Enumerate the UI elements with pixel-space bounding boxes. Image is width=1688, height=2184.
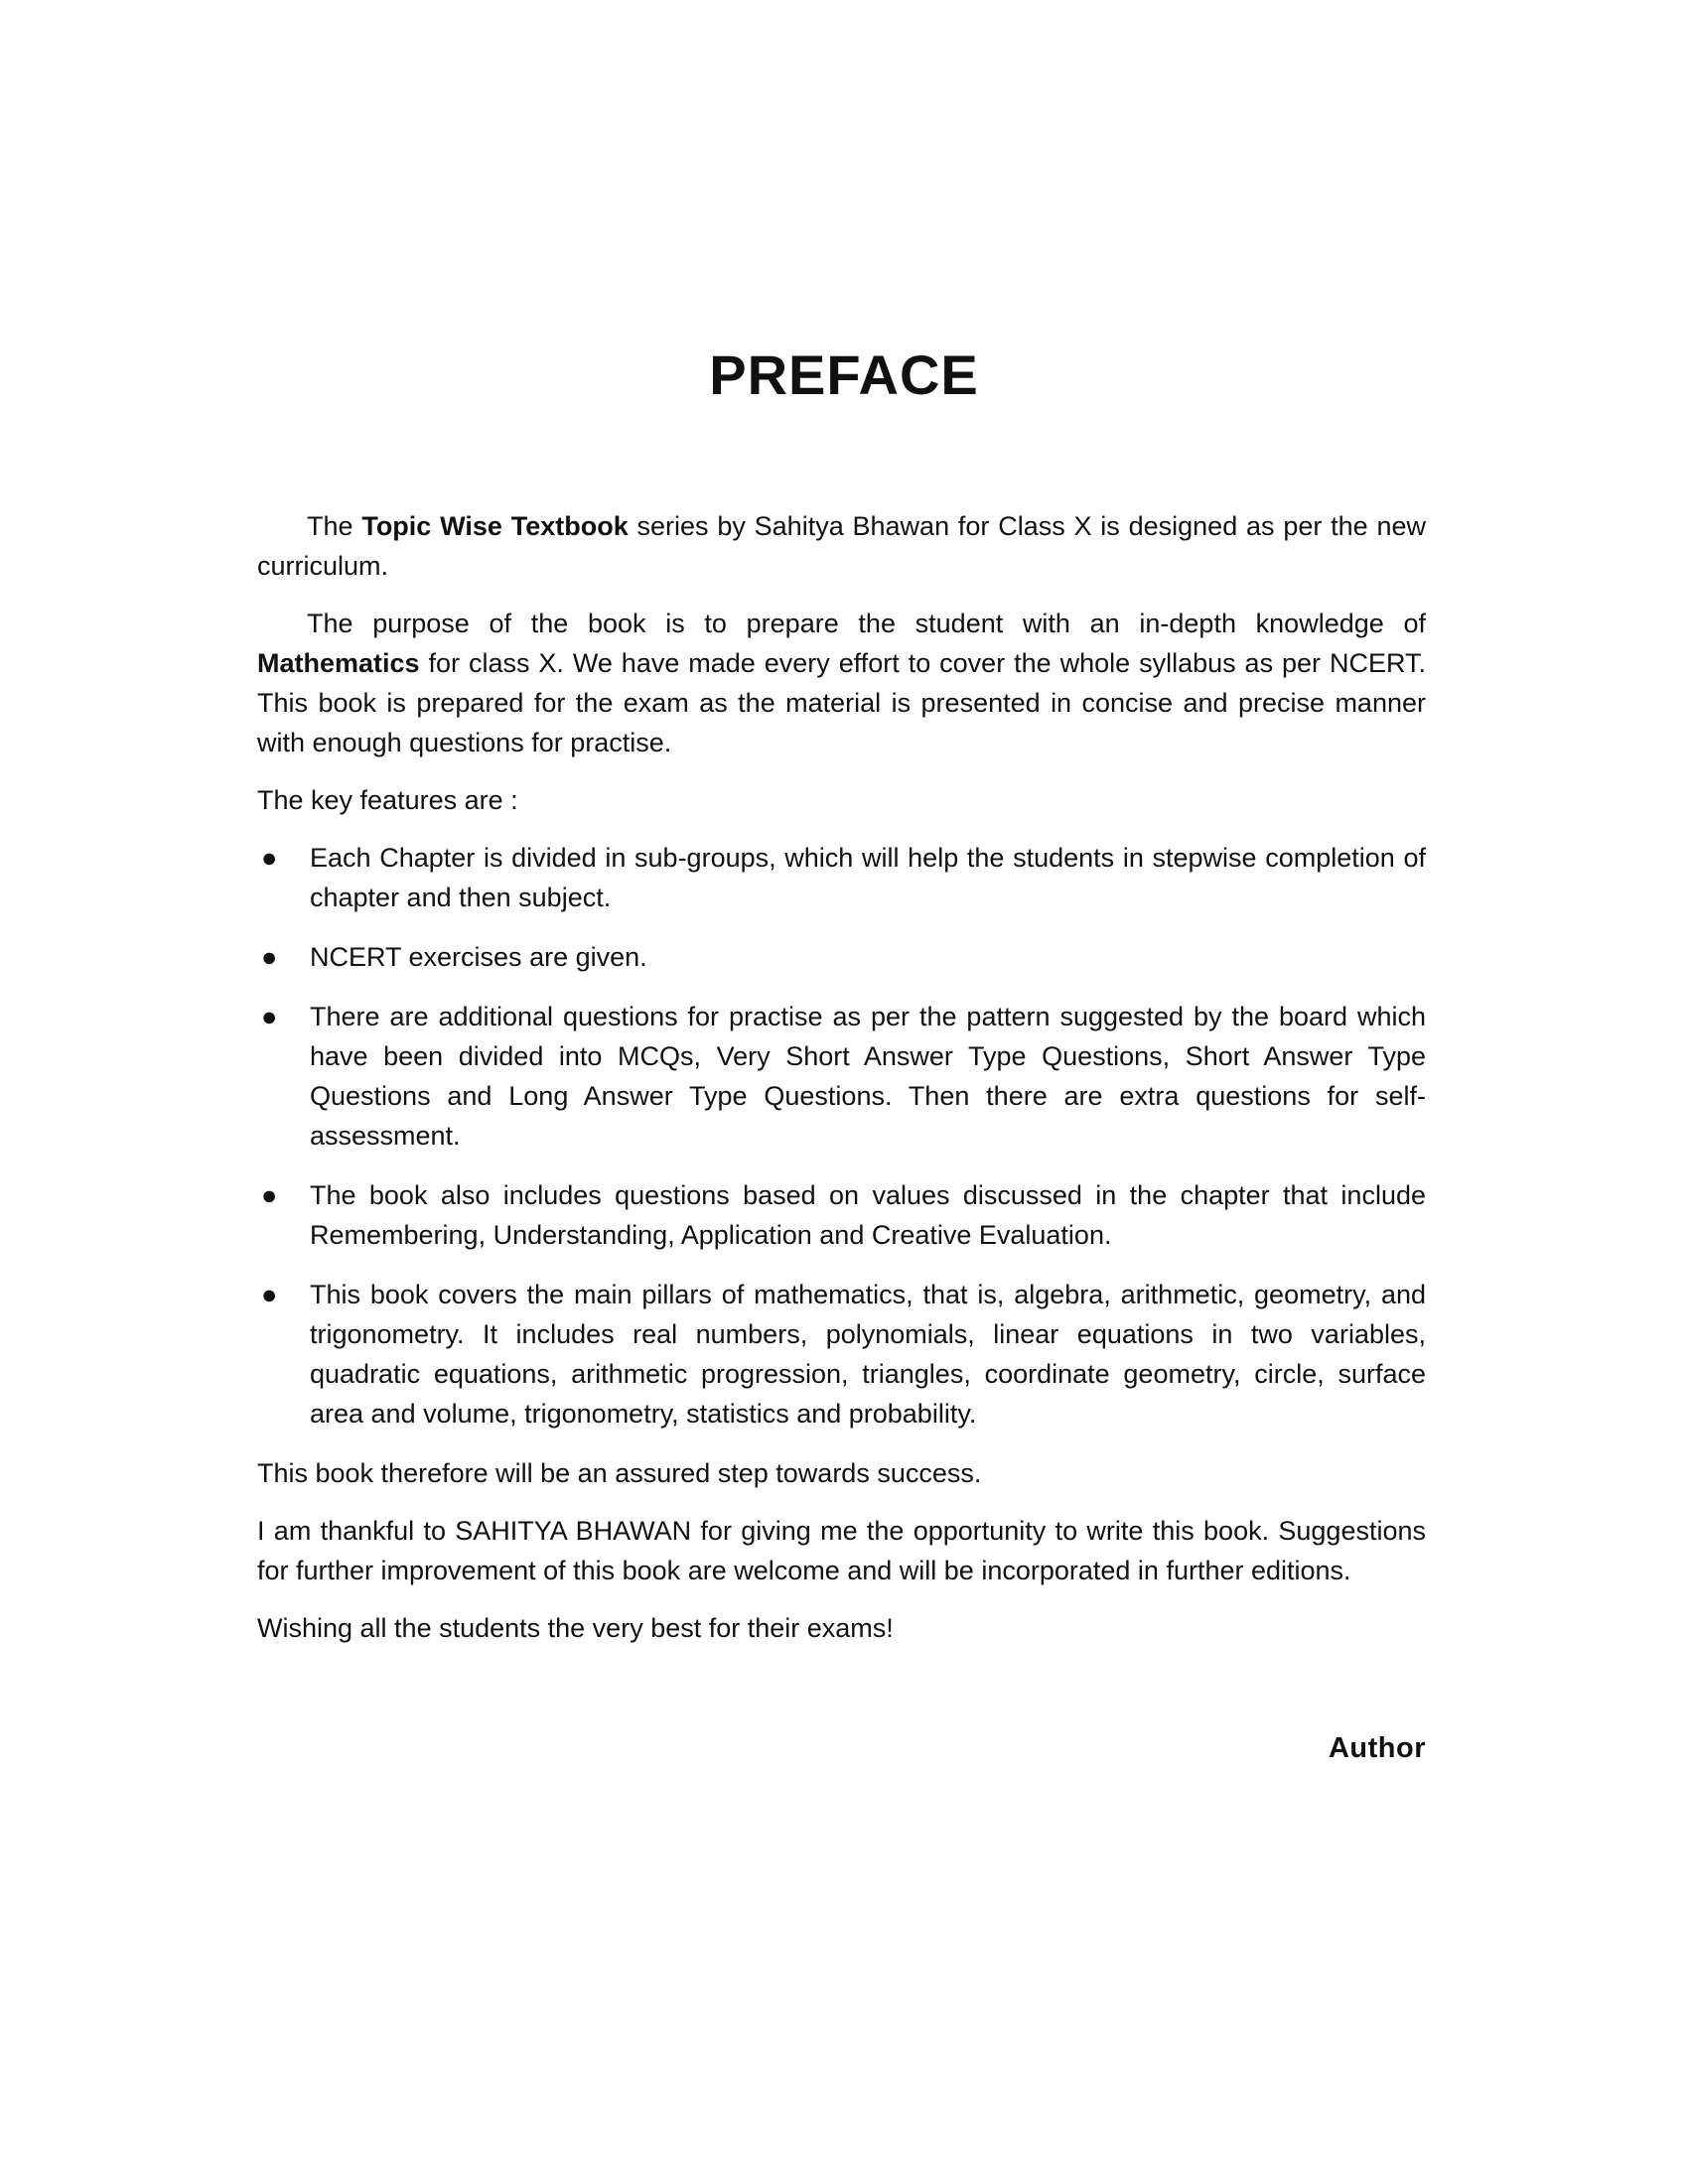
- intro-text-start: The: [307, 511, 362, 541]
- feature-list: [257, 838, 1426, 1433]
- intro-text-end: series by Sahitya Bhawan for Class X is designed as per the new curriculum.: [257, 511, 1427, 581]
- bullet-icon: ●: [261, 1180, 278, 1210]
- page-title: PREFACE: [709, 343, 979, 406]
- preface-body: [257, 506, 1426, 1666]
- feature-text: This book covers the main pillars of mathematics, that is, algebra, arithmetic, geometry, and trigonometry. It includes real numbers, polynomials, linear equations in two variables, quadratic equations, arithmetic progression, triangles, coordinate geometry, circle, surface area and volume, trigonometry, statistics and probability.: [310, 1280, 1426, 1429]
- feature-text: There are additional questions for practise as per the pattern suggested by the board which have been divided into MCQs, Very Short Answer Type Questions, Short Answer Type Questions and Long Answer Type Questions. Then there are extra questions for self-assessment.: [310, 1002, 1426, 1151]
- success-paragraph: This book therefore will be an assured step towards success.: [257, 1458, 982, 1488]
- list-item: [257, 937, 1426, 977]
- bullet-icon: ●: [261, 1002, 278, 1031]
- intro-paragraph: [257, 506, 1426, 586]
- series-name: Topic Wise Textbook: [361, 511, 629, 541]
- bullet-icon: ●: [261, 843, 278, 873]
- purpose-paragraph: [257, 604, 1426, 762]
- purpose-text-start: The purpose of the book is to prepare the student with an in-depth knowledge of: [307, 609, 1426, 638]
- bullet-icon: ●: [261, 1280, 278, 1309]
- wishes-paragraph: Wishing all the students the very best for their exams!: [257, 1613, 894, 1643]
- list-item: [257, 838, 1426, 917]
- list-item: [257, 1275, 1426, 1433]
- bullet-icon: ●: [261, 942, 278, 972]
- list-item: [257, 1175, 1426, 1255]
- key-features-label: The key features are :: [257, 785, 518, 815]
- subject-name: Mathematics: [257, 648, 420, 678]
- feature-text: The book also includes questions based on values discussed in the chapter that include Remembering, Understanding, Application and Creative Evaluation.: [310, 1180, 1426, 1250]
- list-item: [257, 997, 1426, 1156]
- thanks-paragraph: I am thankful to SAHITYA BHAWAN for giving me the opportunity to write this book. Suggestions for further improvement of this book are welcome and will be incorporated in further editions.: [257, 1516, 1426, 1585]
- purpose-text-end: for class X. We have made every effort to cover the whole syllabus as per NCERT. This book is prepared for the exam as the material is presented in concise and precise manner with enough questions for practise.: [257, 648, 1426, 757]
- author-signature: Author: [1328, 1732, 1426, 1764]
- feature-text: NCERT exercises are given.: [310, 942, 647, 972]
- feature-text: Each Chapter is divided in sub-groups, which will help the students in stepwise completion of chapter and then subject.: [310, 843, 1426, 912]
